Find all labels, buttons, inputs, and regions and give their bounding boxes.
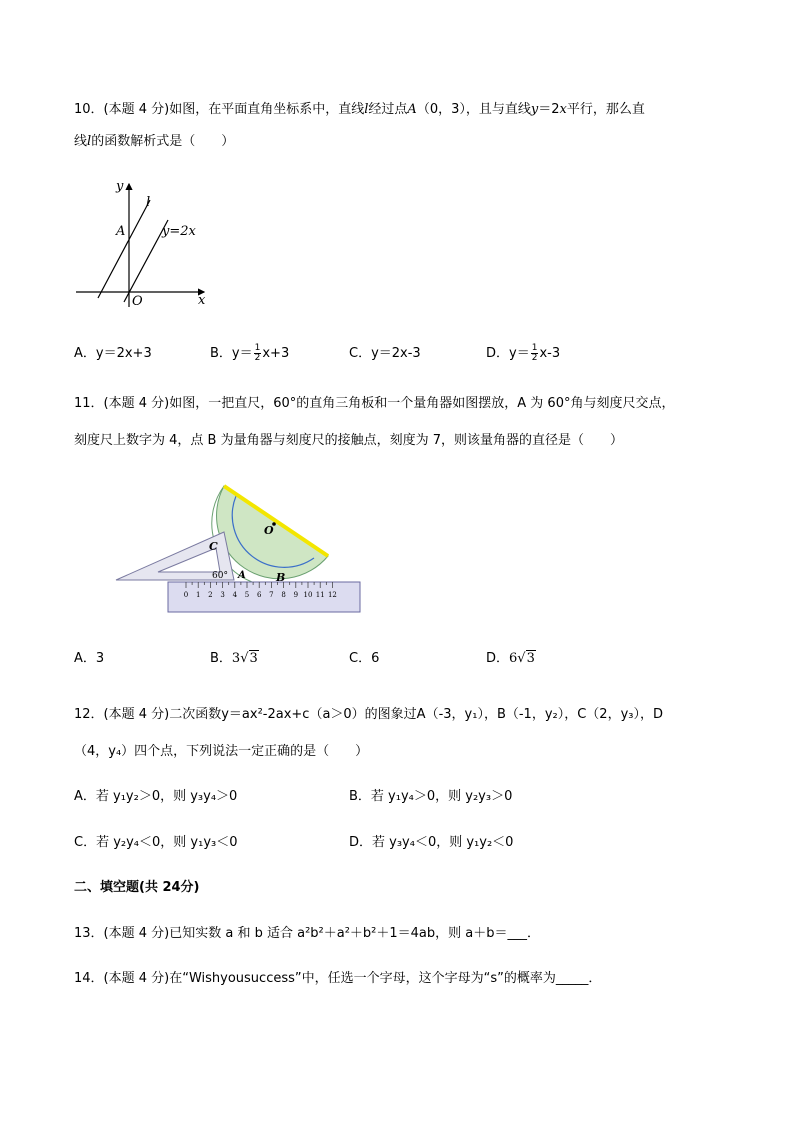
q11-option-c[interactable]: C．6 — [349, 651, 380, 666]
q10-fraction-b: $\frac{1}{2}$ — [254, 343, 261, 363]
q10-line2: 线l的函数解析式是（ ） — [74, 134, 235, 149]
q12-line2: （4，y₄）四个点，下列说法一定正确的是（ ） — [74, 744, 369, 759]
q11-option-a[interactable]: A．3 — [74, 651, 105, 666]
q13-text: 13．(本题 4 分)已知实数 a 和 b 适合 a²b²＋a²＋b²＋1＝4ab，则 a＋b＝___． — [74, 926, 540, 941]
ruler-tick-label: 10 — [303, 591, 313, 599]
q10-option-c[interactable]: C．y＝2x-3 — [349, 346, 421, 361]
ruler-tick-label: 2 — [208, 591, 213, 599]
q11-option-b[interactable]: B．3√3 — [210, 651, 258, 666]
ruler-tick-label: 8 — [281, 591, 286, 599]
q11-angle-label: 60° — [212, 571, 228, 581]
ruler-tick-label: 11 — [315, 591, 325, 599]
q11-O-label: O — [264, 524, 274, 537]
ruler-tick-label: 9 — [293, 591, 299, 599]
q11-option-d[interactable]: D．6√3 — [486, 651, 535, 666]
q11-line1: 11．(本题 4 分)如图，一把直尺，60°的直角三角板和一个量角器如图摆放，A 为 60°角与刻度尺交点， — [74, 396, 675, 411]
q11-sqrt-b: 3√3 — [231, 651, 258, 666]
q14-text: 14．(本题 4 分)在“Wishyousuccess”中，任选一个字母，这个字母为“s”的概率为_____． — [74, 971, 602, 986]
section2-heading: 二、填空题(共 24分) — [74, 880, 200, 895]
q10-y-label: y — [116, 179, 124, 194]
ruler-tick-label: 1 — [195, 591, 201, 599]
q11-B-label: B — [276, 571, 286, 584]
q10-fraction-d: $\frac{1}{2}$ — [531, 343, 538, 363]
ruler-tick-label: 0 — [183, 591, 189, 599]
q10-l: l — [364, 102, 369, 117]
q12-option-c[interactable]: C．若 y₂y₄＜0，则 y₁y₃＜0 — [74, 835, 238, 850]
q12-option-a[interactable]: A．若 y₁y₂＞0，则 y₃y₄＞0 — [74, 789, 238, 804]
q10-option-b[interactable]: B．y＝ $\frac{1}{2}$ x+3 — [210, 343, 290, 363]
q10-option-a[interactable]: A．y＝2x+3 — [74, 346, 152, 361]
q12-line1: 12．(本题 4 分)二次函数y＝ax²-2ax+c（a＞0）的图象过A（-3，y₁），B（-1，y₂），C（2，y₃），D — [74, 707, 663, 722]
ruler-tick-label: 12 — [327, 591, 337, 599]
q10-l-label: l — [146, 195, 151, 210]
q12-option-d[interactable]: D．若 y₃y₄＜0，则 y₁y₂＜0 — [349, 835, 514, 850]
q11-C-label: C — [209, 540, 218, 553]
q11-line2: 刻度尺上数字为 4，点 B 为量角器与刻度尺的接触点，刻度为 7，则该量角器的直径是（ ） — [74, 433, 623, 448]
q11-sqrt-d: 6√3 — [509, 651, 535, 666]
ruler-tick-label: 7 — [269, 591, 274, 599]
q11-A-label: A — [238, 570, 246, 581]
q10-line-l — [98, 200, 150, 298]
q10-figure — [70, 172, 220, 312]
ruler-tick-label: 6 — [256, 591, 262, 599]
ruler-tick-label: 5 — [244, 591, 250, 599]
q11-figure — [112, 482, 368, 616]
q10-line-label: y=2x — [162, 224, 196, 239]
q10-line1: 10．(本题 4 分)如图，在平面直角坐标系中，直线l经过点A（0，3），且与直线y＝2x平行，那么直 — [74, 102, 645, 117]
q10-origin-label: O — [132, 294, 143, 309]
ruler-tick-label: 4 — [232, 591, 238, 599]
q10-A-label: A — [116, 224, 126, 239]
q12-option-b[interactable]: B．若 y₁y₄＞0，则 y₂y₃＞0 — [349, 789, 513, 804]
q10-option-d[interactable]: D．y＝ $\frac{1}{2}$ x-3 — [486, 343, 561, 363]
q10-x-label: x — [198, 293, 206, 308]
ruler-tick-label: 3 — [220, 591, 225, 599]
